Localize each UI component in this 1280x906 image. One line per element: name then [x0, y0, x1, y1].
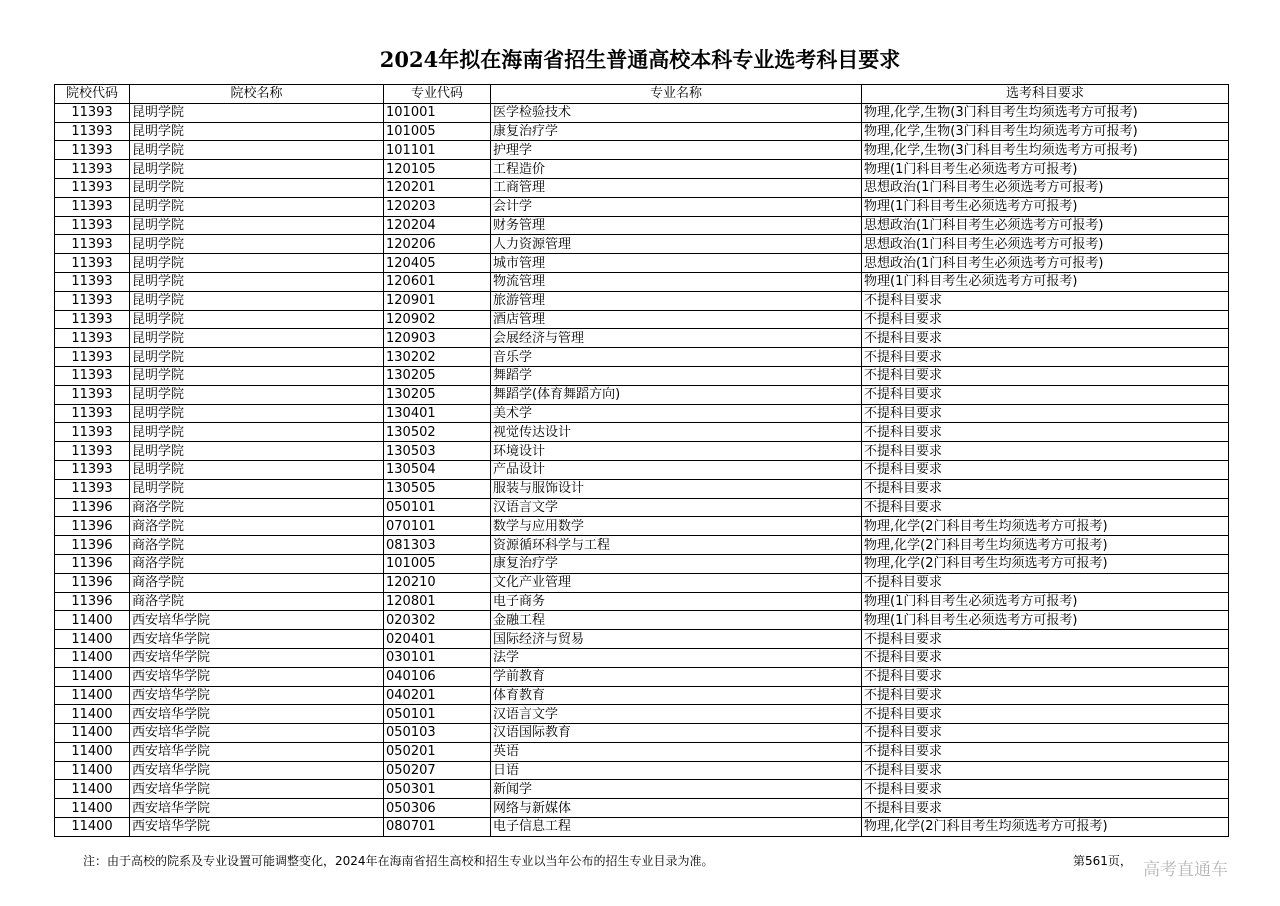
requirement-cell: 物理(1门科目考生必须选考方可报考)	[862, 272, 1229, 291]
major-name-cell: 护理学	[491, 141, 862, 160]
requirement-cell: 不提科目要求	[862, 667, 1229, 686]
table-row	[55, 742, 1229, 761]
school-code-cell: 11393	[55, 103, 130, 122]
requirement-cell: 思想政治(1门科目考生必须选考方可报考)	[862, 235, 1229, 254]
table-row	[55, 178, 1229, 197]
major-name-cell: 人力资源管理	[491, 235, 862, 254]
requirement-cell: 不提科目要求	[862, 799, 1229, 818]
table-row	[55, 686, 1229, 705]
school-name-cell: 昆明学院	[130, 423, 384, 442]
major-code-cell: 040106	[384, 667, 491, 686]
header-major-code: 专业代码	[384, 85, 491, 104]
major-name-cell: 法学	[491, 648, 862, 667]
table-row	[55, 724, 1229, 743]
major-name-cell: 汉语言文学	[491, 705, 862, 724]
requirement-cell: 物理(1门科目考生必须选考方可报考)	[862, 592, 1229, 611]
major-code-cell: 130401	[384, 404, 491, 423]
school-name-cell: 西安培华学院	[130, 818, 384, 837]
school-name-cell: 昆明学院	[130, 197, 384, 216]
major-name-cell: 会计学	[491, 197, 862, 216]
major-code-cell: 120902	[384, 310, 491, 329]
major-code-cell: 120204	[384, 216, 491, 235]
major-code-cell: 050306	[384, 799, 491, 818]
major-code-cell: 130504	[384, 460, 491, 479]
requirement-cell: 不提科目要求	[862, 404, 1229, 423]
school-name-cell: 昆明学院	[130, 460, 384, 479]
major-name-cell: 数学与应用数学	[491, 517, 862, 536]
major-code-cell: 101005	[384, 554, 491, 573]
major-name-cell: 资源循环科学与工程	[491, 536, 862, 555]
major-code-cell: 120801	[384, 592, 491, 611]
school-code-cell: 11393	[55, 272, 130, 291]
school-name-cell: 西安培华学院	[130, 667, 384, 686]
major-name-cell: 学前教育	[491, 667, 862, 686]
table-row	[55, 404, 1229, 423]
table-row	[55, 479, 1229, 498]
school-name-cell: 西安培华学院	[130, 799, 384, 818]
major-name-cell: 康复治疗学	[491, 122, 862, 141]
footer-note: 注：由于高校的院系及专业设置可能调整变化，2024年在海南省招生高校和招生专业以当年公布的招生专业目录为准。	[83, 854, 714, 868]
major-name-cell: 康复治疗学	[491, 554, 862, 573]
major-name-cell: 新闻学	[491, 780, 862, 799]
requirement-cell: 不提科目要求	[862, 498, 1229, 517]
requirement-cell: 物理(1门科目考生必须选考方可报考)	[862, 611, 1229, 630]
requirement-cell: 不提科目要求	[862, 742, 1229, 761]
major-name-cell: 国际经济与贸易	[491, 630, 862, 649]
school-code-cell: 11393	[55, 254, 130, 273]
school-code-cell: 11396	[55, 536, 130, 555]
header-school-name: 院校名称	[130, 85, 384, 104]
major-code-cell: 120105	[384, 160, 491, 179]
school-code-cell: 11393	[55, 216, 130, 235]
table-body	[55, 103, 1229, 836]
major-code-cell: 101005	[384, 122, 491, 141]
table-row	[55, 141, 1229, 160]
requirement-cell: 物理(1门科目考生必须选考方可报考)	[862, 160, 1229, 179]
school-name-cell: 商洛学院	[130, 498, 384, 517]
table-row	[55, 423, 1229, 442]
table-row	[55, 667, 1229, 686]
school-name-cell: 昆明学院	[130, 216, 384, 235]
major-code-cell: 020302	[384, 611, 491, 630]
requirement-cell: 不提科目要求	[862, 648, 1229, 667]
requirement-cell: 不提科目要求	[862, 348, 1229, 367]
major-name-cell: 电子信息工程	[491, 818, 862, 837]
major-code-cell: 130205	[384, 366, 491, 385]
major-name-cell: 网络与新媒体	[491, 799, 862, 818]
school-name-cell: 昆明学院	[130, 160, 384, 179]
school-code-cell: 11393	[55, 178, 130, 197]
major-code-cell: 101101	[384, 141, 491, 160]
major-name-cell: 体育教育	[491, 686, 862, 705]
page-title: 2024年拟在海南省招生普通高校本科专业选考科目要求	[379, 47, 901, 72]
school-code-cell: 11396	[55, 592, 130, 611]
header-subject-requirement: 选考科目要求	[862, 85, 1229, 104]
major-code-cell: 040201	[384, 686, 491, 705]
school-name-cell: 昆明学院	[130, 479, 384, 498]
requirement-cell: 思想政治(1门科目考生必须选考方可报考)	[862, 254, 1229, 273]
table-row	[55, 235, 1229, 254]
major-code-cell: 080701	[384, 818, 491, 837]
requirement-cell: 物理,化学(2门科目考生均须选考方可报考)	[862, 517, 1229, 536]
table-row	[55, 122, 1229, 141]
major-name-cell: 财务管理	[491, 216, 862, 235]
school-code-cell: 11400	[55, 724, 130, 743]
school-name-cell: 昆明学院	[130, 404, 384, 423]
school-code-cell: 11393	[55, 197, 130, 216]
school-code-cell: 11393	[55, 460, 130, 479]
major-code-cell: 070101	[384, 517, 491, 536]
major-code-cell: 050301	[384, 780, 491, 799]
school-code-cell: 11400	[55, 648, 130, 667]
school-name-cell: 昆明学院	[130, 141, 384, 160]
table-row	[55, 442, 1229, 461]
requirement-cell: 不提科目要求	[862, 385, 1229, 404]
table-row	[55, 348, 1229, 367]
major-code-cell: 120405	[384, 254, 491, 273]
requirement-cell: 不提科目要求	[862, 442, 1229, 461]
requirements-table	[54, 84, 1229, 837]
major-name-cell: 服装与服饰设计	[491, 479, 862, 498]
table-row	[55, 705, 1229, 724]
requirement-cell: 不提科目要求	[862, 479, 1229, 498]
school-name-cell: 商洛学院	[130, 517, 384, 536]
watermark: 高考直通车	[1143, 860, 1228, 880]
major-code-cell: 120903	[384, 329, 491, 348]
school-code-cell: 11400	[55, 799, 130, 818]
school-name-cell: 昆明学院	[130, 310, 384, 329]
school-code-cell: 11393	[55, 291, 130, 310]
table-row	[55, 630, 1229, 649]
major-code-cell: 120206	[384, 235, 491, 254]
requirement-cell: 不提科目要求	[862, 686, 1229, 705]
requirement-cell: 不提科目要求	[862, 460, 1229, 479]
requirement-cell: 物理,化学(2门科目考生均须选考方可报考)	[862, 818, 1229, 837]
school-code-cell: 11400	[55, 761, 130, 780]
major-name-cell: 电子商务	[491, 592, 862, 611]
table-row	[55, 310, 1229, 329]
table-row	[55, 385, 1229, 404]
major-code-cell: 120201	[384, 178, 491, 197]
table-row	[55, 272, 1229, 291]
requirement-cell: 物理,化学(2门科目考生均须选考方可报考)	[862, 536, 1229, 555]
school-code-cell: 11393	[55, 160, 130, 179]
major-code-cell: 120210	[384, 573, 491, 592]
major-name-cell: 医学检验技术	[491, 103, 862, 122]
major-code-cell: 120203	[384, 197, 491, 216]
table-row	[55, 254, 1229, 273]
table-row	[55, 573, 1229, 592]
school-name-cell: 昆明学院	[130, 385, 384, 404]
requirement-cell: 不提科目要求	[862, 329, 1229, 348]
school-name-cell: 西安培华学院	[130, 611, 384, 630]
requirement-cell: 不提科目要求	[862, 423, 1229, 442]
school-name-cell: 西安培华学院	[130, 648, 384, 667]
school-code-cell: 11393	[55, 385, 130, 404]
requirement-cell: 不提科目要求	[862, 310, 1229, 329]
school-name-cell: 商洛学院	[130, 592, 384, 611]
major-name-cell: 美术学	[491, 404, 862, 423]
major-name-cell: 汉语言文学	[491, 498, 862, 517]
school-code-cell: 11393	[55, 141, 130, 160]
school-name-cell: 昆明学院	[130, 178, 384, 197]
major-name-cell: 英语	[491, 742, 862, 761]
school-code-cell: 11400	[55, 611, 130, 630]
major-code-cell: 120901	[384, 291, 491, 310]
table-row	[55, 799, 1229, 818]
school-code-cell: 11393	[55, 479, 130, 498]
requirement-cell: 思想政治(1门科目考生必须选考方可报考)	[862, 178, 1229, 197]
header-school-code: 院校代码	[55, 85, 130, 104]
requirement-cell: 物理(1门科目考生必须选考方可报考)	[862, 197, 1229, 216]
table-row	[55, 554, 1229, 573]
major-code-cell: 050101	[384, 705, 491, 724]
school-code-cell: 11400	[55, 780, 130, 799]
school-name-cell: 昆明学院	[130, 103, 384, 122]
major-name-cell: 日语	[491, 761, 862, 780]
major-code-cell: 050103	[384, 724, 491, 743]
table-row	[55, 291, 1229, 310]
school-code-cell: 11393	[55, 122, 130, 141]
requirement-cell: 不提科目要求	[862, 761, 1229, 780]
school-name-cell: 昆明学院	[130, 235, 384, 254]
table-row	[55, 366, 1229, 385]
major-name-cell: 工程造价	[491, 160, 862, 179]
major-code-cell: 050201	[384, 742, 491, 761]
school-name-cell: 西安培华学院	[130, 686, 384, 705]
school-name-cell: 西安培华学院	[130, 724, 384, 743]
table-row	[55, 160, 1229, 179]
school-code-cell: 11393	[55, 329, 130, 348]
school-name-cell: 西安培华学院	[130, 630, 384, 649]
major-code-cell: 130205	[384, 385, 491, 404]
school-code-cell: 11396	[55, 498, 130, 517]
school-code-cell: 11400	[55, 630, 130, 649]
school-name-cell: 西安培华学院	[130, 761, 384, 780]
school-name-cell: 西安培华学院	[130, 742, 384, 761]
school-name-cell: 昆明学院	[130, 272, 384, 291]
major-name-cell: 旅游管理	[491, 291, 862, 310]
school-code-cell: 11400	[55, 818, 130, 837]
major-name-cell: 音乐学	[491, 348, 862, 367]
school-name-cell: 西安培华学院	[130, 780, 384, 799]
major-name-cell: 城市管理	[491, 254, 862, 273]
major-name-cell: 汉语国际教育	[491, 724, 862, 743]
school-code-cell: 11396	[55, 573, 130, 592]
table-row	[55, 517, 1229, 536]
major-name-cell: 视觉传达设计	[491, 423, 862, 442]
major-code-cell: 130505	[384, 479, 491, 498]
major-code-cell: 050101	[384, 498, 491, 517]
school-code-cell: 11400	[55, 705, 130, 724]
requirement-cell: 不提科目要求	[862, 724, 1229, 743]
table-row	[55, 592, 1229, 611]
major-name-cell: 酒店管理	[491, 310, 862, 329]
major-code-cell: 030101	[384, 648, 491, 667]
table-row	[55, 780, 1229, 799]
school-name-cell: 商洛学院	[130, 536, 384, 555]
school-name-cell: 昆明学院	[130, 366, 384, 385]
school-code-cell: 11393	[55, 423, 130, 442]
school-name-cell: 昆明学院	[130, 329, 384, 348]
table-row	[55, 761, 1229, 780]
major-code-cell: 101001	[384, 103, 491, 122]
major-name-cell: 工商管理	[491, 178, 862, 197]
table-row	[55, 460, 1229, 479]
table-row	[55, 648, 1229, 667]
school-name-cell: 商洛学院	[130, 554, 384, 573]
table-row	[55, 818, 1229, 837]
major-code-cell: 130502	[384, 423, 491, 442]
requirement-cell: 不提科目要求	[862, 291, 1229, 310]
major-code-cell: 130202	[384, 348, 491, 367]
school-code-cell: 11396	[55, 554, 130, 573]
table-row	[55, 103, 1229, 122]
requirement-cell: 物理,化学,生物(3门科目考生均须选考方可报考)	[862, 103, 1229, 122]
table-row	[55, 329, 1229, 348]
major-name-cell: 舞蹈学	[491, 366, 862, 385]
major-code-cell: 081303	[384, 536, 491, 555]
school-code-cell: 11393	[55, 404, 130, 423]
school-name-cell: 昆明学院	[130, 442, 384, 461]
school-code-cell: 11400	[55, 667, 130, 686]
school-name-cell: 西安培华学院	[130, 705, 384, 724]
table-row	[55, 216, 1229, 235]
school-code-cell: 11393	[55, 235, 130, 254]
requirement-cell: 思想政治(1门科目考生必须选考方可报考)	[862, 216, 1229, 235]
school-code-cell: 11393	[55, 366, 130, 385]
requirement-cell: 不提科目要求	[862, 366, 1229, 385]
table-row	[55, 611, 1229, 630]
major-name-cell: 舞蹈学(体育舞蹈方向)	[491, 385, 862, 404]
table-row	[55, 197, 1229, 216]
major-code-cell: 130503	[384, 442, 491, 461]
major-name-cell: 物流管理	[491, 272, 862, 291]
requirement-cell: 物理,化学(2门科目考生均须选考方可报考)	[862, 554, 1229, 573]
school-name-cell: 昆明学院	[130, 291, 384, 310]
requirement-cell: 不提科目要求	[862, 780, 1229, 799]
requirement-cell: 物理,化学,生物(3门科目考生均须选考方可报考)	[862, 141, 1229, 160]
school-name-cell: 商洛学院	[130, 573, 384, 592]
school-code-cell: 11393	[55, 348, 130, 367]
school-name-cell: 昆明学院	[130, 254, 384, 273]
page-number: 第561页，	[1073, 854, 1132, 868]
major-code-cell: 020401	[384, 630, 491, 649]
major-name-cell: 金融工程	[491, 611, 862, 630]
school-name-cell: 昆明学院	[130, 348, 384, 367]
header-major-name: 专业名称	[491, 85, 862, 104]
table-header-row	[55, 85, 1229, 104]
requirement-cell: 不提科目要求	[862, 630, 1229, 649]
major-name-cell: 环境设计	[491, 442, 862, 461]
major-name-cell: 文化产业管理	[491, 573, 862, 592]
requirement-cell: 不提科目要求	[862, 705, 1229, 724]
school-code-cell: 11396	[55, 517, 130, 536]
school-code-cell: 11400	[55, 742, 130, 761]
table-row	[55, 536, 1229, 555]
school-code-cell: 11393	[55, 442, 130, 461]
requirement-cell: 物理,化学,生物(3门科目考生均须选考方可报考)	[862, 122, 1229, 141]
table-row	[55, 498, 1229, 517]
major-name-cell: 产品设计	[491, 460, 862, 479]
school-name-cell: 昆明学院	[130, 122, 384, 141]
major-name-cell: 会展经济与管理	[491, 329, 862, 348]
school-code-cell: 11393	[55, 310, 130, 329]
school-code-cell: 11400	[55, 686, 130, 705]
major-code-cell: 050207	[384, 761, 491, 780]
requirement-cell: 不提科目要求	[862, 573, 1229, 592]
major-code-cell: 120601	[384, 272, 491, 291]
